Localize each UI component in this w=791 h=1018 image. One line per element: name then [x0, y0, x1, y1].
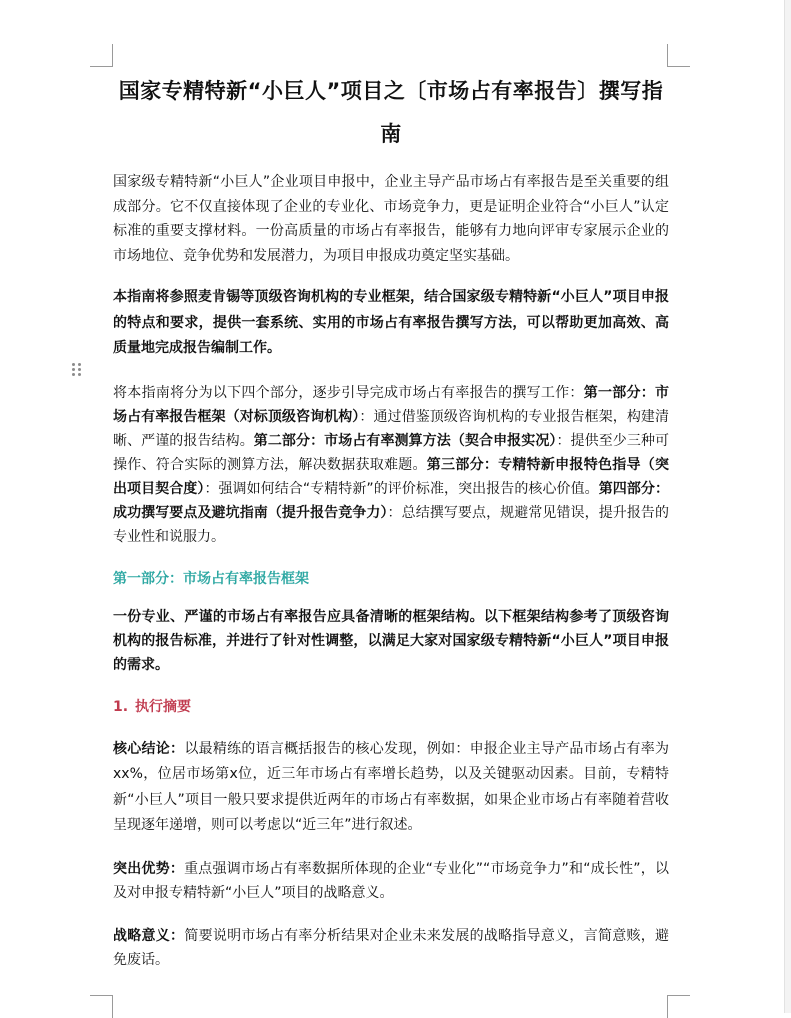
part2-title: 第二部分：市场占有率测算方法（契合申报实况）: [253, 432, 557, 449]
core-conclusion-label: 核心结论：: [113, 740, 185, 757]
part3-text: ：强调如何结合“专精特新”的评价标准，突出报告的核心价值。: [204, 480, 599, 497]
highlight-text: 重点强调市场占有率数据所体现的企业“专业化”“市场竞争力”和“成长性”，以及对申报专精特新“小巨人”项目的战略意义。: [113, 860, 669, 901]
strategic-paragraph: [113, 924, 669, 973]
document-body: [113, 70, 669, 973]
part3-title: 第三部分：专精特新申报特色指导（突出项目契合度）: [113, 456, 670, 497]
vertical-scrollbar[interactable]: [784, 0, 791, 1013]
document-title: 国家专精特新“小巨人”项目之〔市场占有率报告〕撰写指南: [118, 79, 664, 146]
part4-text: ：总结撰写要点，规避常见错误，提升报告的专业性和说服力。: [113, 504, 670, 545]
overview-paragraph: [113, 381, 669, 549]
core-conclusion-text: 以最精练的语言概括报告的核心发现，例如：申报企业主导产品市场占有率为xx%，位居市场第x位，近三年市场占有率增长趋势，以及关键驱动因素。目前，专精特新“小巨人”项目一般只要求提供近两年的市场占有率数据，如果企业市场占有率随着营收呈现逐年递增，则可以考虑以“近三年”进行叙述。: [113, 740, 670, 833]
strategic-label: 战略意义：: [113, 927, 185, 944]
part1-text: ：通过借鉴顶级咨询机构的专业报告框架，构建清晰、严谨的报告结构。: [113, 408, 670, 449]
section1-heading: 第一部分：市场占有率报告框架: [113, 570, 309, 587]
subsection-heading: [113, 695, 669, 719]
part1-title: 第一部分：市场占有率报告框架（对标顶级咨询机构）: [113, 384, 670, 425]
paragraph-drag-handle-icon[interactable]: [72, 363, 82, 379]
subsection-number: 1.: [113, 698, 129, 715]
crop-mark-top-right: [667, 44, 690, 67]
intro-paragraph: 国家级专精特新“小巨人”企业项目申报中，企业主导产品市场占有率报告是至关重要的组成部分。它不仅直接体现了企业的专业化、市场竞争力，更是证明企业符合“小巨人”认定标准的重要支撑材料。一份高质量的市场占有率报告，能够有力地向评审专家展示企业的市场地位、竞争优势和发展潜力，为项目申报成功奠定坚实基础。: [113, 174, 669, 264]
core-conclusion-paragraph: [113, 737, 669, 839]
highlight-paragraph: [113, 857, 669, 906]
strategic-text: 简要说明市场占有率分析结果对企业未来发展的战略指导意义，言简意赅，避免废话。: [113, 927, 670, 968]
part4-title: 第四部分：成功撰写要点及避坑指南（提升报告竞争力）: [113, 480, 669, 521]
guide-statement-paragraph: 本指南将参照麦肯锡等顶级咨询机构的专业框架，结合国家级专精特新“小巨人”项目申报的特点和要求，提供一套系统、实用的市场占有率报告撰写方法，可以帮助更加高效、高质量地完成报告编制工作。: [113, 289, 669, 356]
crop-mark-bottom-right: [667, 995, 690, 1018]
overview-lead: 将本指南将分为以下四个部分，逐步引导完成市场占有率报告的撰写工作：: [113, 384, 584, 401]
section1-intro-paragraph: 一份专业、严谨的市场占有率报告应具备清晰的框架结构。以下框架结构参考了顶级咨询机构的报告标准，并进行了针对性调整，以满足大家对国家级专精特新“小巨人”项目申报的需求。: [113, 608, 669, 673]
highlight-label: 突出优势：: [113, 860, 185, 877]
crop-mark-bottom-left: [90, 995, 113, 1018]
crop-mark-top-left: [90, 44, 113, 67]
subsection-title: 执行摘要: [135, 698, 191, 715]
part2-text: ：提供至少三种可操作、符合实际的测算方法，解决数据获取难题。: [113, 432, 670, 473]
